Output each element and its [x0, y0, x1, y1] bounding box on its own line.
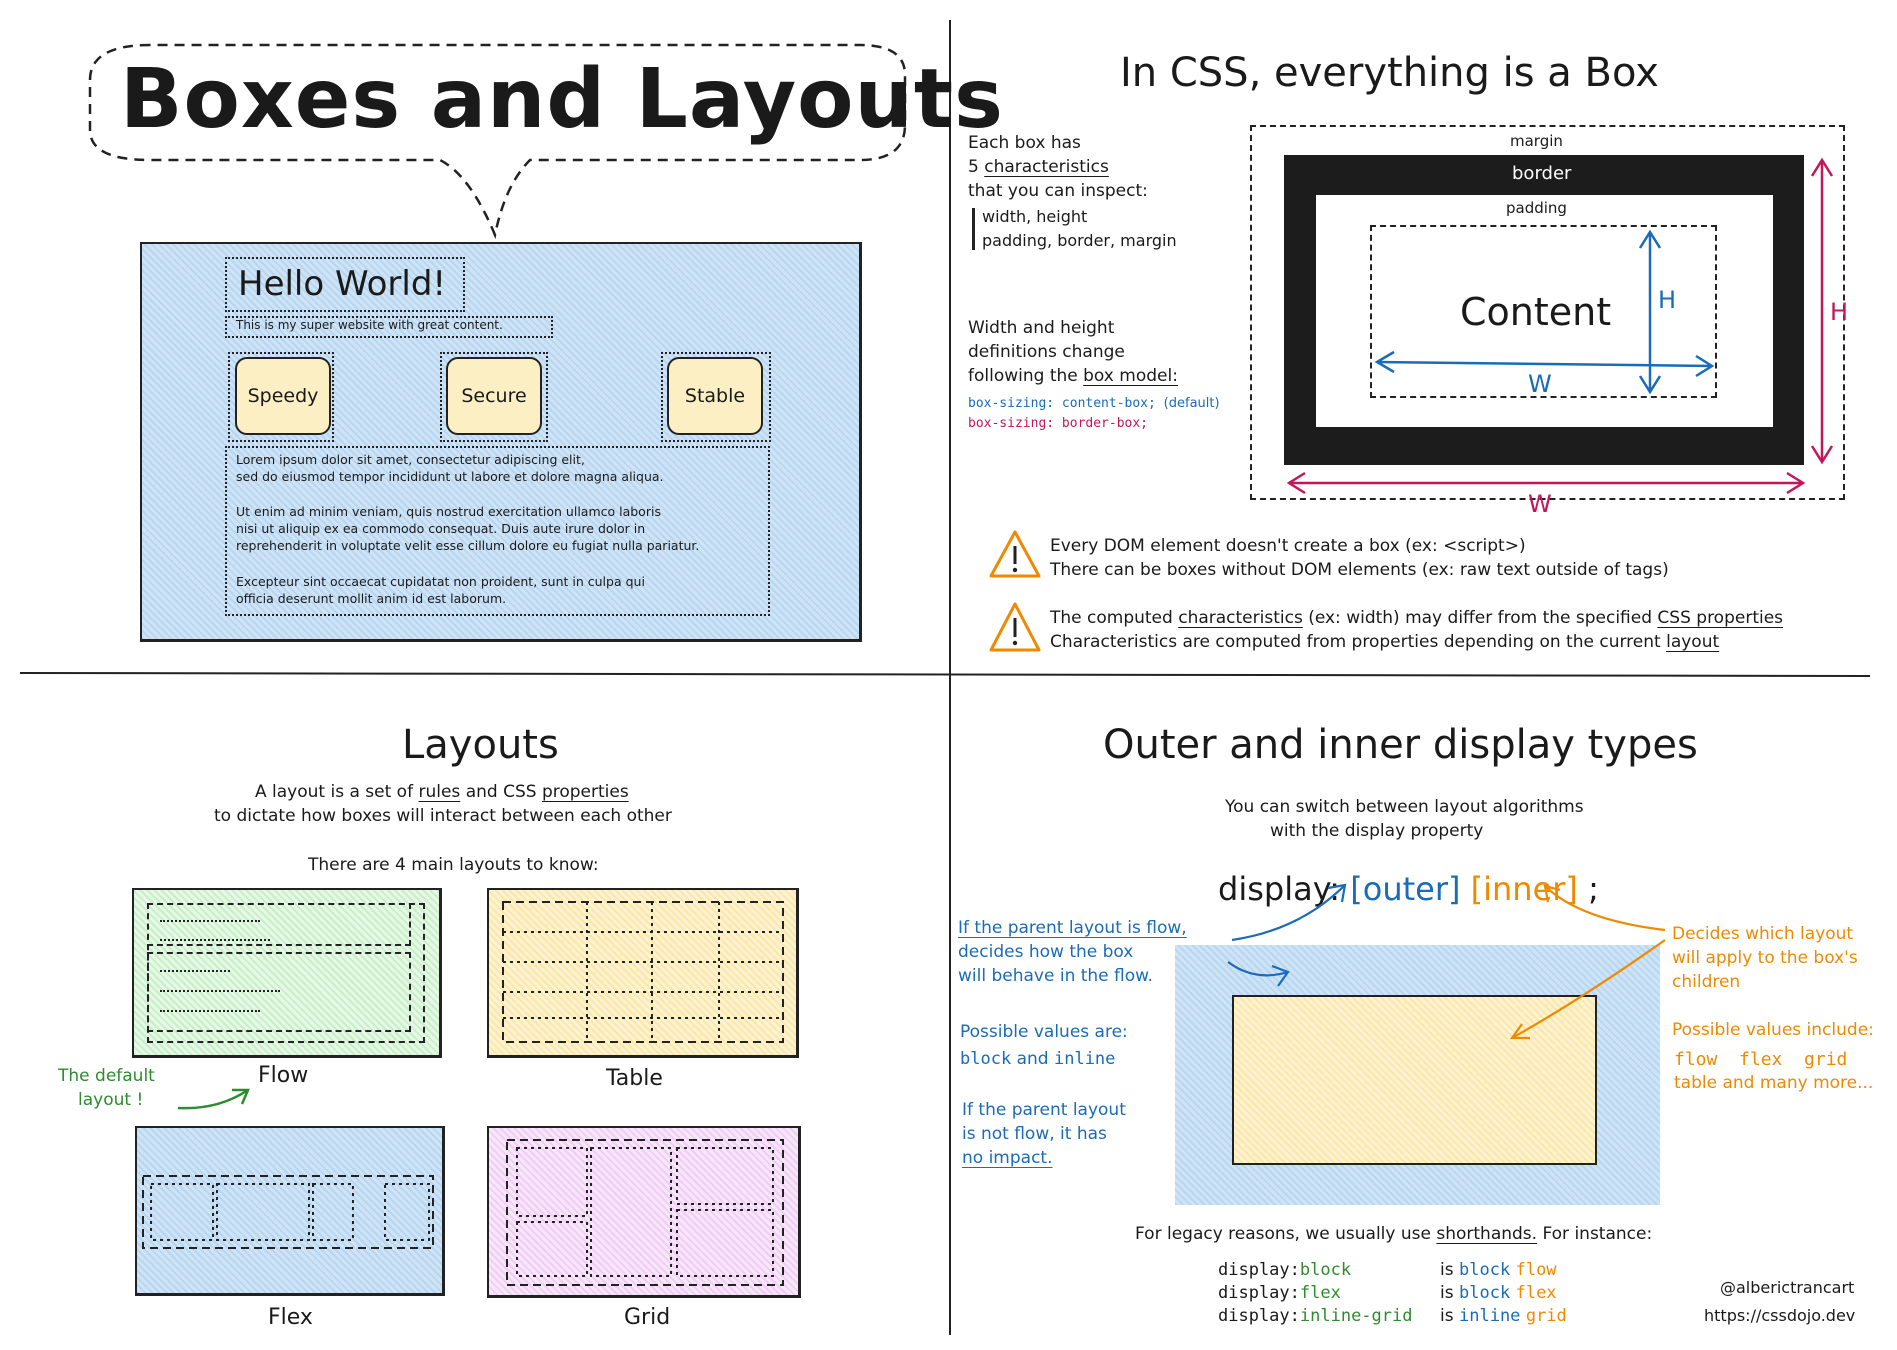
- legacy-line: [1135, 1224, 1652, 1244]
- layouts-desc-mid: and CSS: [465, 782, 537, 802]
- legacy-shorthands: shorthands.: [1436, 1224, 1538, 1244]
- shorthand-row: [1218, 1306, 1412, 1326]
- shorthand-result: [1440, 1260, 1557, 1280]
- inner-values-line: flow flex grid: [1674, 1049, 1848, 1070]
- warning-icon: [987, 600, 1043, 654]
- warning-2-mid: (ex: width) may differ from the specified: [1308, 608, 1653, 628]
- demo-pill-label: Speedy: [247, 385, 319, 407]
- shorthand-outer: block: [1459, 1283, 1511, 1303]
- outer-value-block: block: [960, 1049, 1012, 1069]
- demo-paragraph-line: Ut enim ad minim veniam, quis nostrud exercitation ullamco laboris: [236, 504, 661, 519]
- flow-label: Flow: [258, 1063, 309, 1088]
- page-title: Boxes and Layouts: [120, 52, 1004, 147]
- shorthand-inner: flow: [1515, 1260, 1557, 1280]
- warning-2-layout: layout: [1666, 632, 1720, 652]
- layouts-count: There are 4 main layouts to know:: [308, 855, 599, 875]
- layouts-properties: properties: [541, 782, 629, 802]
- shorthand-row: [1218, 1283, 1341, 1303]
- outer-width-label: W: [1528, 490, 1552, 518]
- outer-impact-line: is not flow, it has: [962, 1124, 1107, 1144]
- shorthand-is: is: [1440, 1283, 1454, 1303]
- warning-1-line: There can be boxes without DOM elements (ex: raw text outside of tags): [1050, 560, 1669, 580]
- outer-note-line: decides how the box: [958, 942, 1134, 962]
- warning-2-characteristics: characteristics: [1178, 608, 1303, 628]
- shorthand-prop: display:: [1218, 1283, 1300, 1303]
- inner-height-label: H: [1658, 286, 1677, 314]
- display-section-title: Outer and inner display types: [1103, 722, 1698, 768]
- outer-note-line: will behave in the flow.: [958, 966, 1153, 986]
- outer-impact-line: If the parent layout: [962, 1100, 1126, 1120]
- credit-author: @alberictrancart: [1720, 1278, 1855, 1297]
- warning-2-line: [1050, 632, 1719, 652]
- demo-paragraph-line: officia deserunt mollit anim id est laborum.: [236, 591, 507, 606]
- shorthand-outer: block: [1459, 1260, 1511, 1280]
- warning-2-css-properties: CSS properties: [1657, 608, 1784, 628]
- display-intro-line: with the display property: [1270, 821, 1484, 841]
- box-section-title: In CSS, everything is a Box: [1120, 50, 1659, 96]
- content-label: Content: [1460, 290, 1612, 334]
- warning-icon: [987, 528, 1043, 580]
- outer-values-and: and: [1016, 1049, 1049, 1069]
- box-model-line: definitions change: [968, 342, 1125, 362]
- display-intro-line: You can switch between layout algorithms: [1225, 797, 1584, 817]
- inner-note-line: children: [1672, 972, 1741, 992]
- shorthand-result: [1440, 1306, 1567, 1326]
- demo-pill-label: Stable: [684, 385, 746, 407]
- layouts-title: Layouts: [402, 722, 559, 768]
- demo-paragraph-line: Excepteur sint occaecat cupidatat non proident, sunt in culpa qui: [236, 574, 645, 589]
- warning-2-line2-pre: Characteristics are computed from properties depending on the current: [1050, 632, 1661, 652]
- inner-note-line: Decides which layout: [1672, 924, 1854, 944]
- outer-impact-line: no impact.: [962, 1148, 1053, 1168]
- shorthand-result: [1440, 1283, 1557, 1303]
- outer-value-inline: inline: [1053, 1049, 1116, 1069]
- shorthand-prop: display:: [1218, 1306, 1300, 1326]
- each-box-list: padding, border, margin: [982, 231, 1177, 250]
- inner-width-label: W: [1528, 370, 1552, 398]
- credit-url[interactable]: https://cssdojo.dev: [1704, 1306, 1856, 1325]
- warning-2-line: [1050, 608, 1783, 628]
- code-border-box: box-sizing: border-box;: [968, 416, 1149, 431]
- margin-label: margin: [1510, 132, 1563, 150]
- layouts-rules: rules: [418, 782, 461, 802]
- inner-arrow-to-box: [1512, 940, 1665, 1038]
- demo-paragraph-line: reprehenderit in voluptate velit esse cillum dolore eu fugiat nulla pariatur.: [236, 538, 700, 553]
- box-model-link: box model:: [1083, 366, 1178, 386]
- inner-arrow-to-syntax: [1545, 886, 1665, 930]
- shorthand-row: [1218, 1260, 1351, 1280]
- inner-height-arrow: [1640, 232, 1660, 392]
- table-label: Table: [606, 1066, 663, 1091]
- box-model-line: Width and height: [968, 318, 1115, 338]
- display-syntax-end: ;: [1588, 870, 1599, 908]
- display-syntax-inner: [inner]: [1470, 870, 1578, 908]
- each-box-list: width, height: [982, 207, 1088, 226]
- shorthand-value: block: [1299, 1260, 1352, 1280]
- shorthand-is: is: [1440, 1306, 1454, 1326]
- shorthand-value: inline-grid: [1299, 1306, 1413, 1326]
- outer-height-arrow: [1812, 160, 1832, 462]
- legacy-pre: For legacy reasons, we usually use: [1135, 1224, 1431, 1244]
- box-model-line-pre: following the: [968, 366, 1078, 386]
- display-syntax-outer: [outer]: [1350, 870, 1461, 908]
- each-box-number: 5: [968, 157, 979, 177]
- display-arrows: [0, 700, 1897, 1350]
- padding-label: padding: [1506, 199, 1567, 217]
- default-layout-note: layout !: [78, 1090, 144, 1110]
- outer-arrow-to-syntax: [1232, 885, 1345, 940]
- shorthand-inner: grid: [1525, 1306, 1567, 1326]
- shorthand-outer: inline: [1459, 1306, 1521, 1326]
- outer-arrow-to-box: [1228, 962, 1288, 986]
- layouts-desc-line: to dictate how boxes will interact between each other: [214, 806, 672, 826]
- outer-values-line: Possible values are:: [960, 1022, 1128, 1042]
- demo-paragraph-line: Lorem ipsum dolor sit amet, consectetur adipiscing elit,: [236, 452, 585, 467]
- layouts-desc-pre: A layout is a set of: [255, 782, 414, 802]
- warning-2-pre: The computed: [1050, 608, 1173, 628]
- demo-pill-label: Secure: [461, 385, 527, 407]
- demo-heading: Hello World!: [238, 264, 447, 304]
- shorthand-prop: display:: [1218, 1260, 1300, 1280]
- warning-1-line: Every DOM element doesn't create a box (ex: <script>): [1050, 536, 1526, 556]
- outer-note-line: If the parent layout is flow,: [958, 918, 1187, 938]
- each-box-characteristics: characteristics: [984, 157, 1109, 177]
- outer-height-label: H: [1830, 298, 1849, 326]
- each-box-line: that you can inspect:: [968, 181, 1148, 201]
- inner-values-line: Possible values include:: [1672, 1020, 1874, 1040]
- display-syntax-prefix: display:: [1218, 870, 1341, 908]
- shorthand-inner: flex: [1515, 1283, 1557, 1303]
- default-layout-note: The default: [58, 1066, 155, 1086]
- code-default-note: (default): [1163, 396, 1220, 411]
- demo-paragraph-line: sed do eiusmod tempor incididunt ut labore et dolore magna aliqua.: [236, 469, 664, 484]
- demo-paragraph-line: nisi ut aliquip ex ea commodo consequat. Duis aute irure dolor in: [236, 521, 646, 536]
- legacy-post: For instance:: [1542, 1224, 1653, 1244]
- demo-tagline: This is my super website with great content.: [236, 318, 503, 332]
- grid-label: Grid: [624, 1305, 671, 1330]
- inner-values-line: table and many more...: [1674, 1073, 1874, 1093]
- flex-label: Flex: [268, 1305, 313, 1330]
- shorthand-is: is: [1440, 1260, 1454, 1280]
- each-box-line: Each box has: [968, 133, 1081, 153]
- inner-note-line: will apply to the box's: [1672, 948, 1858, 968]
- code-content-box-value: box-sizing: content-box;: [968, 396, 1156, 411]
- shorthand-value: flex: [1299, 1283, 1341, 1303]
- border-label: border: [1512, 163, 1572, 184]
